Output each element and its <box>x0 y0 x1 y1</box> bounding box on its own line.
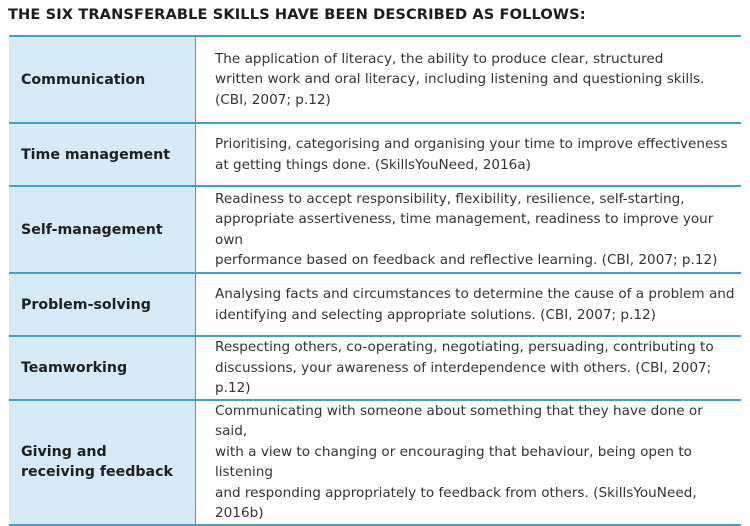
table-row <box>9 273 741 336</box>
table-row <box>9 336 741 400</box>
table-row <box>9 123 741 186</box>
skill-description: Prioritising, categorising and organising your time to improve effectiveness at getting things done. (SkillsYouNeed, 2016a) <box>196 123 742 186</box>
skills-table <box>9 35 741 526</box>
table-row <box>9 186 741 273</box>
skill-description: Analysing facts and circumstances to determine the cause of a problem and identifying and selecting appropriate solutions. (CBI, 2007; p.12) <box>196 273 742 336</box>
skill-description: Respecting others, co-operating, negotiating, persuading, contributing to discussions, your awareness of interdependence with others. (CBI, 2007; p.12) <box>196 336 742 400</box>
skill-description: Communicating with someone about something that they have done or said, with a view to changing or encouraging that behaviour, being open to listening and responding appropriately to feedback from others. (SkillsYouNeed, 2016b) <box>215 402 703 521</box>
skill-name: Teamworking <box>9 336 196 400</box>
skill-name: Communication <box>9 36 196 123</box>
skill-description: Readiness to accept responsibility, flexibility, resilience, self-starting, appropriate assertiveness, time management, readiness to improve your own performance based on feedback and reflective learning. (CBI, 2007; p.12) <box>196 186 742 273</box>
skill-name: Giving and receiving feedback <box>9 400 196 525</box>
skill-name: Time management <box>9 123 196 186</box>
skill-description: The application of literacy, the ability to produce clear, structured written work and oral literacy, including listening and questioning skills. (CBI, 2007; p.12) <box>196 36 742 123</box>
table-row <box>9 400 741 525</box>
page-title: THE SIX TRANSFERABLE SKILLS HAVE BEEN DESCRIBED AS FOLLOWS: <box>8 6 586 23</box>
skill-name: Self-management <box>9 186 196 273</box>
table-row <box>9 36 741 123</box>
skill-name: Problem-solving <box>9 273 196 336</box>
